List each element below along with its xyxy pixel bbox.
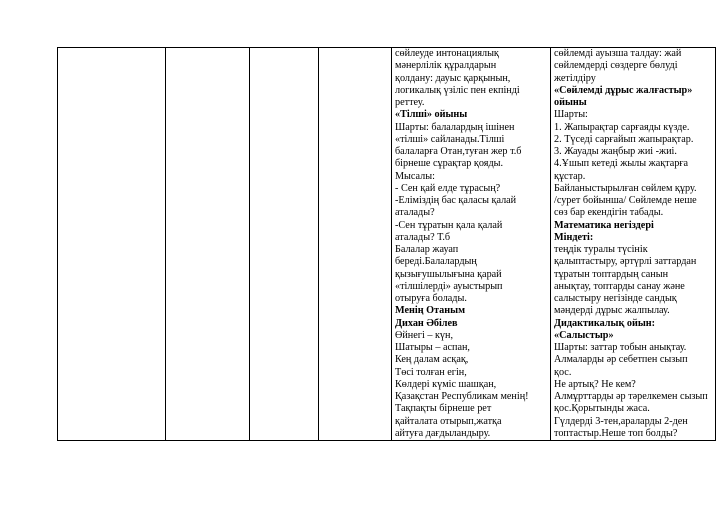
empty-cell-3 — [250, 48, 319, 441]
text-line: аталады? — [395, 207, 435, 219]
text-line: қызығушылығына қарай — [395, 268, 502, 280]
text-line: сөйлеуде интонациялық — [395, 48, 499, 59]
text-line: Алмұрттарды әр тәрелкемен сызып — [554, 391, 708, 402]
text-line: Не артық? Не кем? — [554, 378, 636, 390]
text-line: «Салыстыр» — [554, 329, 614, 341]
text-line: айтуға дағдыландыру. — [395, 427, 491, 439]
text-line: теңдік туралы түсінік — [554, 244, 648, 255]
text-line: Шарты: заттар тобын анықтау. — [554, 342, 687, 353]
text-line: 4.Ұшып кетеді жылы жақтарға — [554, 158, 689, 170]
text-line: қолдану: дауыс қарқынын, — [395, 72, 511, 84]
text-line: «Сөйлемді дұрыс жалғастыр» — [554, 84, 693, 96]
text-line: тұратын топтардың санын — [554, 268, 669, 280]
text-line: Өйнегі – күн, — [395, 329, 454, 341]
empty-cell-2 — [166, 48, 250, 441]
table-row — [58, 48, 716, 441]
text-line: жетілдіру — [554, 72, 596, 84]
plan-table — [57, 47, 716, 441]
text-line: «тілші» сайланады.Тілші — [395, 133, 505, 145]
empty-cell-4 — [319, 48, 392, 441]
text-line: Шарты: — [554, 109, 588, 121]
text-line: Менің Отаным — [395, 305, 466, 317]
text-line: Алмаларды әр себетпен сызып — [554, 354, 688, 366]
text-line: Шатыры – аспан, — [395, 342, 470, 353]
text-line: /сурет бойынша/ Сөйлемде неше — [554, 195, 697, 206]
text-line: ойыны — [554, 97, 587, 108]
sentence-math-cell — [551, 48, 716, 441]
text-line: қайталата отырып,жатқа — [395, 415, 502, 427]
text-line: топтастыр.Неше топ болды? — [554, 427, 678, 439]
text-line: қос. — [554, 366, 572, 378]
text-line: Төсі толған егін, — [395, 366, 467, 378]
text-line: -Еліміздің бас қаласы қалай — [395, 195, 517, 206]
text-line: қалыптастыру, әртүрлі заттардан — [554, 256, 697, 268]
text-line: қос.Қорытынды жаса. — [554, 403, 650, 415]
text-line: Дидактикалық ойын: — [554, 317, 656, 329]
text-line: реттеу. — [395, 97, 425, 108]
text-line: сөз бар екендігін табады. — [554, 207, 664, 219]
text-line: береді.Балалардың — [395, 256, 477, 268]
text-line: 3. Жауады жаңбыр жиі -жиі. — [554, 146, 677, 157]
text-line: Байланыстырылған сөйлем құру. — [554, 182, 697, 194]
speech-development-cell — [392, 48, 551, 441]
text-line: Қазақстан Республикам менің! — [395, 391, 529, 402]
text-line: Көлдері күміс шашқан, — [395, 378, 497, 390]
empty-cell-1 — [58, 48, 166, 441]
text-line: 1. Жапырақтар сарғаяды күзде. — [554, 121, 690, 133]
text-line: мәнерлілік құралдарын — [395, 60, 497, 72]
text-line: Математика негіздері — [554, 219, 654, 231]
text-line: сөйлемді ауызша талдау: жай — [554, 48, 682, 59]
text-line: құстар. — [554, 170, 586, 182]
text-line: Балалар жауап — [395, 244, 459, 255]
text-line: аталады? Т.б — [395, 231, 451, 243]
text-line: Тақпақты бірнеше рет — [395, 403, 492, 415]
text-line: Міндеті: — [554, 231, 594, 243]
text-line: Дихан Әбілев — [395, 317, 458, 329]
text-line: Мысалы: — [395, 170, 435, 182]
text-line: -Сен тұратын қала қалай — [395, 219, 503, 231]
text-line: отыруға болады. — [395, 293, 467, 304]
text-line: бірнеше сұрақтар қояды. — [395, 158, 504, 170]
text-line: - Сен қай елде тұрасың? — [395, 182, 501, 194]
text-line: Шарты: балалардың ішінен — [395, 121, 515, 133]
text-line: анықтау, топтарды санау және — [554, 280, 685, 292]
text-line: балаларға Отан,туған жер т.б — [395, 146, 522, 157]
text-line: логикалық үзіліс пен екпінді — [395, 84, 520, 96]
text-line: салыстыру негізінде сандық — [554, 293, 677, 304]
text-line: 2. Түседі сарғайып жапырақтар. — [554, 133, 694, 145]
text-line: сөйлемдерді сөздерге бөлуді — [554, 60, 678, 72]
text-line: Гүлдерді 3-тен,араларды 2-ден — [554, 415, 688, 427]
text-line: «тілшілерді» ауыстырып — [395, 280, 503, 292]
text-line: Кең далам асқақ, — [395, 354, 469, 366]
text-line: мәндерді дұрыс жалпылау. — [554, 305, 670, 317]
text-line: «Тілші» ойыны — [395, 109, 468, 121]
